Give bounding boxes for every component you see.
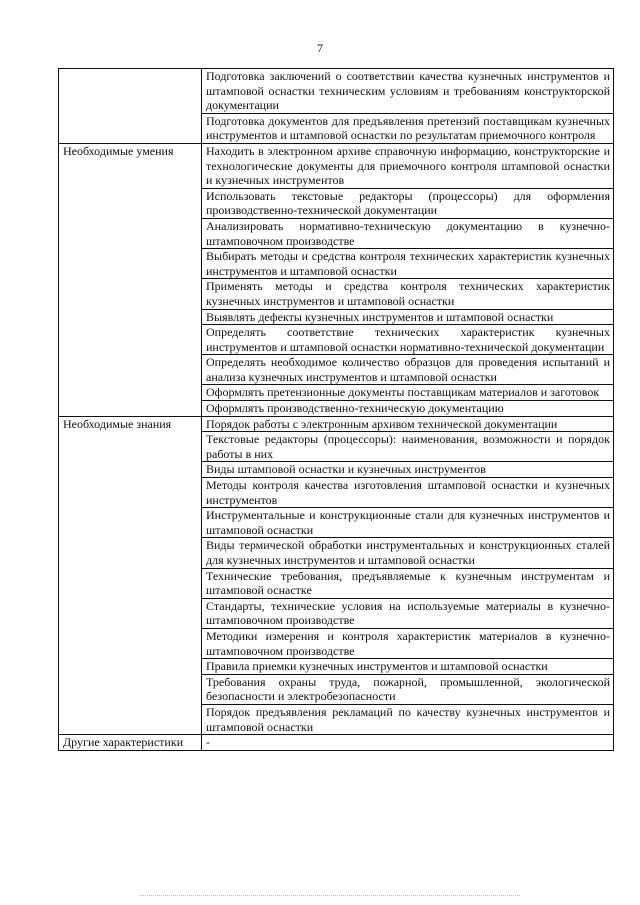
table-row bbox=[59, 416, 614, 432]
category-cell: Необходимые знания bbox=[59, 416, 202, 734]
item-cell: Порядок предъявления рекламаций по качеству кузнечных инструментов и штамповой оснастки bbox=[202, 704, 614, 734]
item-cell: Инструментальные и конструкционные стали для кузнечных инструментов и штамповой оснастки bbox=[202, 508, 614, 538]
table-row bbox=[59, 143, 614, 188]
item-cell: Методы контроля качества изготовления штамповой оснастки и кузнечных инструментов bbox=[202, 478, 614, 508]
item-cell: Использовать текстовые редакторы (процессоры) для оформления производственно-технической документации bbox=[202, 188, 614, 218]
item-cell: Определять необходимое количество образцов для проведения испытаний и анализа кузнечных инструментов и штамповой оснастки bbox=[202, 355, 614, 385]
item-cell: Применять методы и средства контроля технических характеристик кузнечных инструментов и штамповой оснастки bbox=[202, 279, 614, 309]
item-cell: Выявлять дефекты кузнечных инструментов и штамповой оснастки bbox=[202, 309, 614, 325]
item-cell: Стандарты, технические условия на используемые материалы в кузнечно-штамповочном производстве bbox=[202, 598, 614, 628]
item-cell: Подготовка документов для предъявления претензий поставщикам кузнечных инструментов и штамповой оснастки по результатам приемочного контроля bbox=[202, 113, 614, 143]
item-cell: Порядок работы с электронным архивом технической документации bbox=[202, 416, 614, 432]
table-row bbox=[59, 735, 614, 751]
item-cell: Анализировать нормативно-техническую документацию в кузнечно-штамповочном производстве bbox=[202, 218, 614, 248]
item-cell: Виды штамповой оснастки и кузнечных инструментов bbox=[202, 462, 614, 478]
table-row bbox=[59, 69, 614, 114]
item-cell: Текстовые редакторы (процессоры): наименования, возможности и порядок работы в них bbox=[202, 432, 614, 462]
item-cell: Виды термической обработки инструментальных и конструкционных сталей для кузнечных инструментов и штамповой оснастки bbox=[202, 538, 614, 568]
item-cell: Оформлять претензионные документы поставщикам материалов и заготовок bbox=[202, 385, 614, 401]
item-cell: Подготовка заключений о соответствии качества кузнечных инструментов и штамповой оснастки техническим условиям и требованиям конструкторской документации bbox=[202, 69, 614, 114]
page-number: 7 bbox=[317, 41, 323, 55]
page-bottom-divider bbox=[140, 895, 520, 896]
item-cell: Методики измерения и контроля характеристик материалов в кузнечно-штамповочном производстве bbox=[202, 628, 614, 658]
category-cell: Другие характеристики bbox=[59, 735, 202, 751]
item-cell: Оформлять производственно-техническую документацию bbox=[202, 401, 614, 417]
item-cell: Технические требования, предъявляемые к кузнечным инструментам и штамповой оснастке bbox=[202, 568, 614, 598]
item-cell: Определять соответствие технических характеристик кузнечных инструментов и штамповой оснастки нормативно-технической документации bbox=[202, 325, 614, 355]
item-cell: Правила приемки кузнечных инструментов и штамповой оснастки bbox=[202, 659, 614, 675]
category-cell: Необходимые умения bbox=[59, 143, 202, 416]
item-cell: Выбирать методы и средства контроля технических характеристик кузнечных инструментов и штамповой оснастки bbox=[202, 249, 614, 279]
item-cell: Находить в электронном архиве справочную информацию, конструкторские и технологические документы для приемочного контроля штамповой оснастки и кузнечных инструментов bbox=[202, 143, 614, 188]
item-cell: Требования охраны труда, пожарной, промышленной, экологической безопасности и электробезопасности bbox=[202, 674, 614, 704]
competency-table bbox=[58, 68, 614, 751]
item-cell: - bbox=[202, 735, 614, 751]
category-cell bbox=[59, 69, 202, 144]
